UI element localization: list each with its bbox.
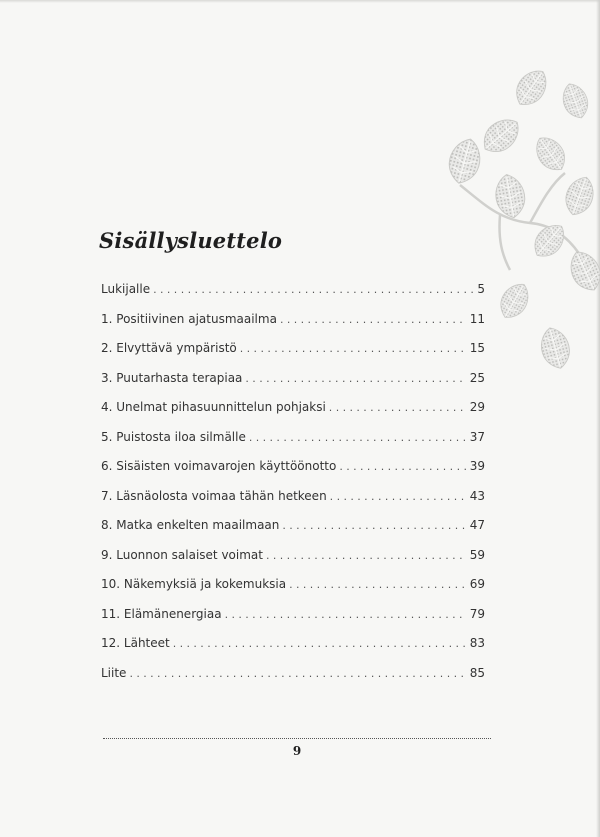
toc-entry <box>101 430 485 460</box>
toc-entry-label: 10. Näkemyksiä ja kokemuksia <box>101 577 287 591</box>
dot-leader <box>266 549 467 562</box>
toc-entry <box>101 282 485 312</box>
toc-entry-page: 15 <box>469 341 485 355</box>
toc-entry-page: 37 <box>469 429 485 444</box>
toc-entry-page: 29 <box>469 400 485 414</box>
dot-leader <box>240 342 467 355</box>
toc-entry-label: 9. Luonnon salaiset voimat <box>101 547 263 562</box>
toc-entry-label: 3. Puutarhasta terapiaa <box>101 370 243 385</box>
dot-leader <box>282 519 466 532</box>
toc-entry-label: 11. Elämänenergiaa <box>101 606 222 621</box>
toc-entry-page: 85 <box>469 665 485 680</box>
toc-entry-page: 11 <box>469 311 485 326</box>
toc-entry <box>101 548 485 578</box>
page-edge-top <box>0 0 600 3</box>
dot-leader <box>129 667 466 680</box>
toc-entry <box>101 636 485 666</box>
toc-entry-page: 79 <box>469 606 485 621</box>
toc-entry-page: 59 <box>469 547 485 562</box>
dot-leader <box>289 578 467 591</box>
toc-entry-label: 5. Puistosta iloa silmälle <box>101 429 246 444</box>
toc-entry <box>101 459 485 489</box>
toc-entry <box>101 518 485 548</box>
toc-entry <box>101 312 485 342</box>
toc-entry-page: 47 <box>469 518 485 532</box>
toc-entry-label: 12. Lähteet <box>101 636 170 650</box>
toc-entry <box>101 400 485 430</box>
dot-leader <box>173 637 467 650</box>
dot-leader <box>280 313 467 326</box>
toc-entry-label: Liite <box>101 665 127 680</box>
dot-leader <box>153 283 474 296</box>
footer-dotted-rule <box>103 738 491 739</box>
toc-entry-label: 2. Elvyttävä ympäristö <box>101 341 237 355</box>
toc-entry-page: 25 <box>469 370 485 385</box>
toc-entry-label: 1. Positiivinen ajatusmaailma <box>101 311 277 326</box>
toc-entry-label: 4. Unelmat pihasuunnittelun pohjaksi <box>101 400 326 414</box>
toc-entry <box>101 341 485 371</box>
dot-leader <box>249 431 467 444</box>
dot-leader <box>330 490 467 503</box>
toc-entry <box>101 371 485 401</box>
toc-entry <box>101 577 485 607</box>
toc-entry <box>101 489 485 519</box>
toc-entry-page: 5 <box>477 282 485 296</box>
toc-entry-label: 8. Matka enkelten maailmaan <box>101 518 280 532</box>
dot-leader <box>245 372 466 385</box>
toc-entry-label: 6. Sisäisten voimavarojen käyttöönotto <box>101 459 337 473</box>
dot-leader <box>225 608 467 621</box>
toc-entry <box>101 666 485 696</box>
toc-entry-page: 69 <box>469 577 485 591</box>
toc-list <box>101 282 485 695</box>
toc-entry-page: 43 <box>469 488 485 503</box>
toc-title: Sisällysluettelo <box>99 228 283 253</box>
dot-leader <box>339 460 466 473</box>
toc-entry <box>101 607 485 637</box>
dot-leader <box>329 401 467 414</box>
toc-entry-page: 39 <box>469 459 485 473</box>
toc-entry-page: 83 <box>469 636 485 650</box>
page-number: 9 <box>292 744 302 758</box>
toc-entry-label: Lukijalle <box>101 282 151 296</box>
toc-entry-label: 7. Läsnäolosta voimaa tähän hetkeen <box>101 488 327 503</box>
